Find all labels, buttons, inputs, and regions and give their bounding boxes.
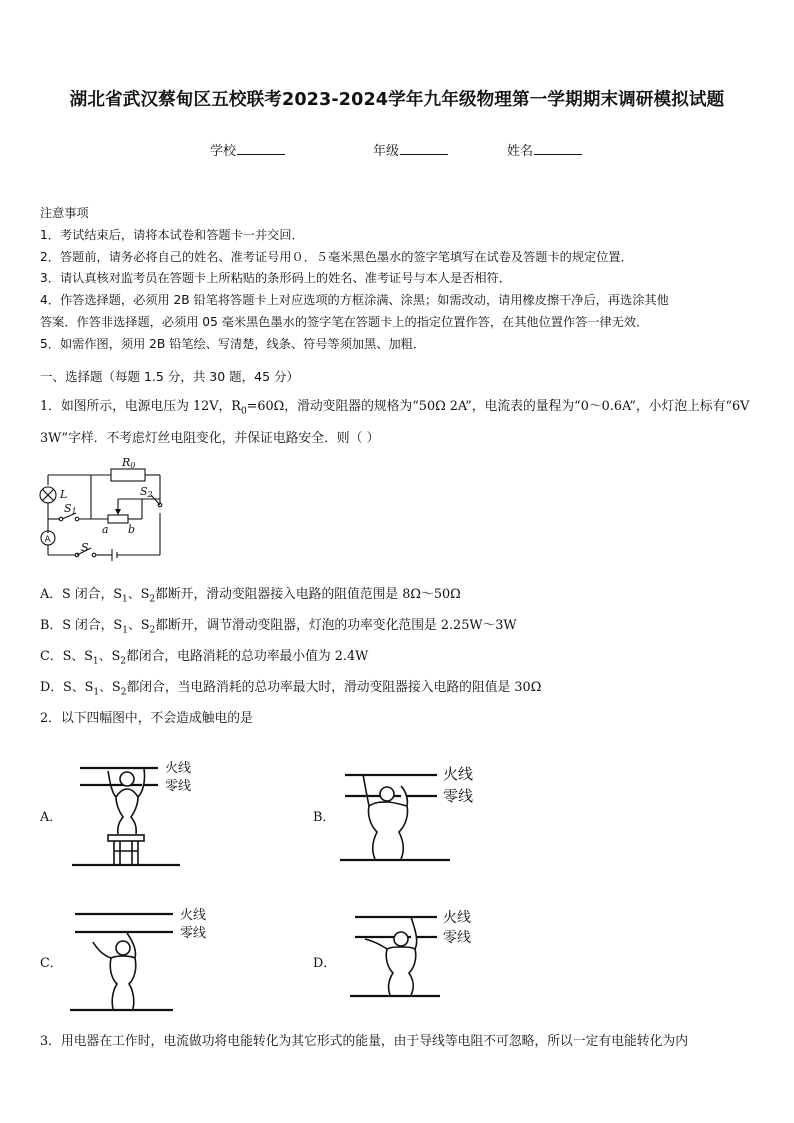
school-label: 学校 — [210, 144, 237, 159]
name-blank — [534, 142, 582, 155]
question-3: 3．用电器在工作时，电流做功将电能转化为其它形式的能量，由于导线等电阻不可忽略，所以一定有电能转化为内 — [40, 1034, 688, 1049]
ammeter-label: A — [44, 535, 51, 545]
figure-d — [345, 905, 495, 1000]
option-c: C．S、$S_1$、$S_2$都闭合，电路消耗的总功率最小值为 2.4W — [40, 649, 369, 667]
note-item: 1．考试结束后，请将本试卷和答题卡一并交回． — [40, 227, 304, 242]
fig-d-label: D． — [313, 956, 337, 971]
note-item: 5．如需作图，须用 2B 铅笔绘、写清楚，线条、符号等须加黑、加粗． — [40, 336, 426, 351]
section-heading: 一、选择题（每题 1.5 分，共 30 题，45 分） — [40, 369, 300, 384]
label-s: S — [81, 541, 89, 554]
q1-text-part: =60Ω，滑动变阻器的规格为“50Ω 2A”，电流表的量程为“0～0.6A”，小灯泡上标有“6V — [246, 399, 750, 414]
label-b: b — [128, 523, 136, 536]
school-blank — [237, 142, 285, 155]
note-item: 2．答题前，请务必将自己的姓名、准考证号用０．５毫米黑色墨水的签字笔填写在试卷及答题卡的规定位置． — [40, 249, 633, 264]
slider-arrow — [115, 509, 121, 515]
fig-c-label: C． — [40, 956, 63, 971]
figure-b — [335, 760, 495, 865]
zero-line-label: 零线 — [165, 779, 192, 794]
fire-line-label: 火线 — [165, 761, 192, 776]
fig-b-label: B． — [313, 810, 336, 825]
note-item: 3．请认真核对监考员在答题卡上所粘贴的条形码上的姓名、准考证号与本人是否相符． — [40, 271, 511, 286]
grade-label: 年级 — [373, 144, 400, 159]
figure-a — [70, 755, 210, 870]
name-field — [507, 140, 582, 159]
grade-field — [373, 140, 448, 159]
notes-block — [40, 203, 760, 356]
zero-line-label: 零线 — [180, 926, 207, 941]
page-title: 湖北省武汉蔡甸区五校联考2023-2024学年九年级物理第一学期期末调研模拟试题 — [69, 90, 725, 110]
zero-line-label: 零线 — [443, 930, 471, 946]
label-r0: R0 — [122, 456, 136, 470]
fig-a-label: A． — [40, 810, 63, 825]
label-s2: S2 — [140, 485, 153, 499]
label-l: L — [60, 488, 68, 501]
note-item: 答案．作答非选择题，必须用 05 毫米黑色墨水的签字笔在答题卡上的指定位置作答，在其他位置作答一律无效． — [40, 314, 649, 329]
fire-line-label: 火线 — [443, 765, 474, 783]
notes-heading: 注意事项 — [40, 206, 89, 220]
fire-line-label: 火线 — [180, 908, 207, 923]
question-2: 2．以下四幅图中，不会造成触电的是 — [40, 711, 253, 726]
fire-line-label: 火线 — [443, 910, 471, 926]
question-1-line-2: 3W”字样．不考虑灯丝电阻变化，并保证电路安全．则（ ） — [40, 431, 380, 446]
q1-subscript: 0 — [240, 406, 247, 417]
question-1-line-1 — [40, 395, 749, 417]
grade-blank — [400, 142, 448, 155]
label-a: a — [102, 523, 109, 536]
zero-line-label: 零线 — [443, 787, 474, 805]
figure-c — [65, 902, 225, 1014]
option-a: A．S 闭合，$S_1$、$S_2$都断开，滑动变阻器接入电路的阻值范围是 8Ω～50Ω — [40, 587, 461, 605]
option-b: B．S 闭合，$S_1$、$S_2$都断开，调节滑动变阻器，灯泡的功率变化范围是 2.25W～3W — [40, 618, 517, 636]
label-s1: S1 — [64, 502, 77, 516]
note-item: 4．作答选择题，必须用 2B 铅笔将答题卡上对应选项的方框涂满、涂黑；如需改动，请用橡皮擦干净后，再选涂其他 — [40, 293, 669, 308]
circuit-diagram — [36, 455, 166, 567]
school-field — [210, 140, 285, 159]
option-d: D．S、$S_1$、$S_2$都闭合，当电路消耗的总功率最大时，滑动变阻器接入电路的阻值是 30Ω — [40, 680, 542, 698]
q1-text-part: 1．如图所示，电源电压为 12V，R — [40, 399, 241, 414]
name-label: 姓名 — [507, 144, 534, 159]
